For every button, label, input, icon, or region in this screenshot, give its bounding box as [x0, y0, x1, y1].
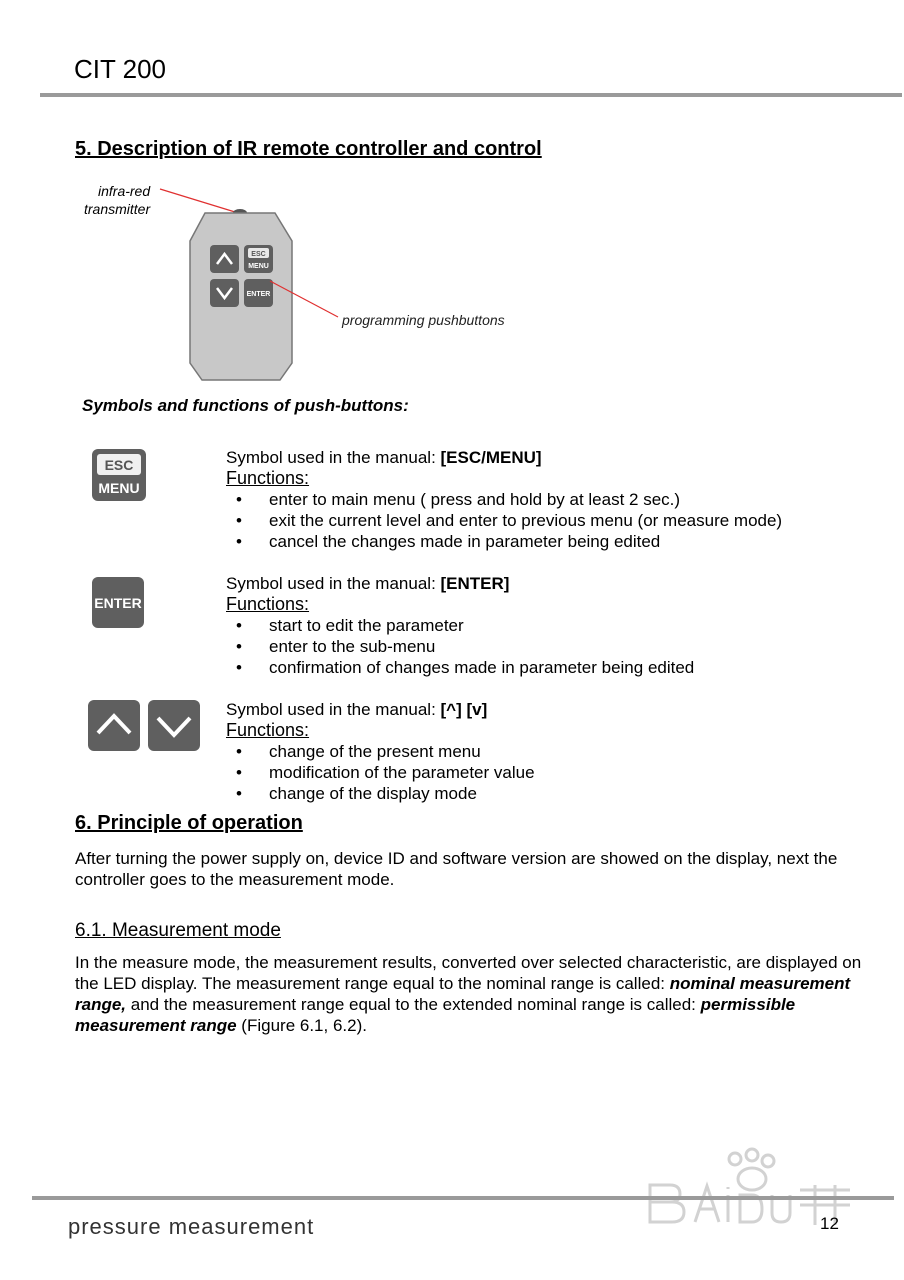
list-item: • change of the display mode [226, 783, 535, 804]
list-item: • enter to the sub-menu [226, 636, 694, 657]
enter-symbol-line [226, 573, 694, 594]
section-6-title: 6. Principle of operation [75, 812, 303, 834]
paragraph-text-1: In the measure mode, the measurement results, converted over selected characteristic, are displayed on the LED display. The measurement range equal to the nominal range is called: [75, 953, 862, 993]
enter-icon-text: ENTER [94, 595, 142, 611]
label-infrared-line1: infra-red [98, 183, 151, 199]
remote-down-button [210, 279, 239, 307]
remote-esc-text: ESC [251, 251, 266, 258]
up-down-symbol-line [226, 699, 535, 720]
list-item: • exit the current level and enter to previous menu (or measure mode) [226, 510, 782, 531]
footer-divider [32, 1196, 894, 1200]
esc-icon-text: ESC [104, 457, 134, 473]
esc-menu-description [226, 447, 782, 552]
footer-title: pressure measurement [68, 1214, 315, 1239]
paragraph-text-3: (Figure 6.1, 6.2). [236, 1016, 367, 1035]
down-button-icon [148, 700, 200, 751]
enter-button-icon [92, 577, 144, 628]
remote-menu-text: MENU [248, 263, 269, 270]
symbol-name: [ESC/MENU] [440, 448, 542, 467]
remote-esc-menu-button [244, 245, 273, 273]
esc-menu-symbol-line [226, 447, 782, 468]
functions-list [226, 489, 782, 552]
remote-body [190, 213, 292, 380]
symbol-prefix: Symbol used in the manual: [226, 700, 441, 719]
label-programming-pushbuttons: programming pushbuttons [342, 312, 505, 328]
header-divider [40, 93, 902, 97]
leader-line-transmitter [160, 189, 235, 212]
remote-enter-button [244, 279, 273, 307]
list-item: • start to edit the parameter [226, 615, 694, 636]
remote-enter-text: ENTER [246, 291, 271, 298]
functions-label: Functions: [226, 594, 310, 614]
section-5-title: 5. Description of IR remote controller and control [75, 138, 542, 160]
term-permissible-range: permissible measurement range [75, 995, 796, 1035]
list-item: • modification of the parameter value [226, 762, 535, 783]
symbol-prefix: Symbol used in the manual: [226, 448, 441, 467]
term-nominal-range: nominal measurement range, [75, 974, 851, 1014]
symbol-prefix: Symbol used in the manual: [226, 574, 441, 593]
menu-icon-text: MENU [98, 480, 140, 496]
label-infrared-line2: transmitter [84, 201, 151, 217]
enter-description [226, 573, 694, 678]
list-item: • change of the present menu [226, 741, 535, 762]
paragraph-text-2: and the measurement range equal to the extended nominal range is called: [126, 995, 701, 1014]
up-button-icon [88, 700, 140, 751]
remote-up-button [210, 245, 239, 273]
page-number: 12 [820, 1214, 839, 1233]
symbols-heading: Symbols and functions of push-buttons: [82, 396, 409, 415]
functions-list [226, 615, 694, 678]
list-item: • enter to main menu ( press and hold by at least 2 sec.) [226, 489, 782, 510]
symbol-name: [^] [v] [440, 700, 488, 719]
up-down-description [226, 699, 535, 804]
list-item: • cancel the changes made in parameter being edited [226, 531, 782, 552]
remote-controller-figure [70, 175, 550, 390]
functions-list [226, 741, 535, 804]
document-header-title: CIT 200 [74, 54, 167, 84]
measurement-mode-paragraph [75, 952, 865, 1036]
functions-label: Functions: [226, 468, 310, 488]
functions-label: Functions: [226, 720, 310, 740]
esc-menu-button-icon [92, 449, 146, 501]
section-6-intro: After turning the power supply on, device ID and software version are showed on the display, next the controller goes to the measurement mode. [75, 849, 838, 889]
list-item: • confirmation of changes made in parameter being edited [226, 657, 694, 678]
subsection-6-1-title: 6.1. Measurement mode [75, 920, 281, 941]
symbol-name: [ENTER] [440, 574, 510, 593]
